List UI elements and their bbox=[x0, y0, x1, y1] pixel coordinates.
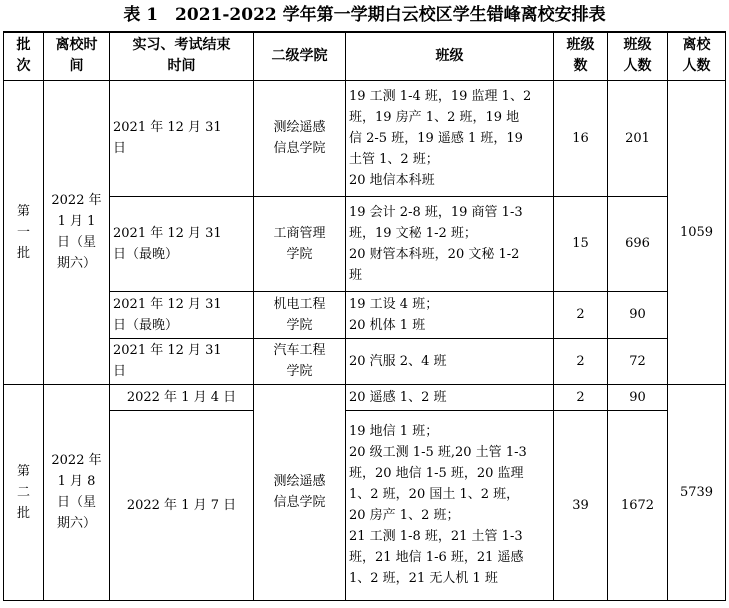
classes-cell: 19 工测 1-4 班，19 监理 1、2 班，19 房产 1、2 班，19 地 信 2-5 班，19 遥感 1 班，19 土管 1、2 班； 20 地信本科班 bbox=[346, 80, 554, 196]
schedule-table bbox=[3, 31, 726, 601]
classes-cell: 20 汽服 2、4 班 bbox=[346, 338, 554, 384]
header-college: 二级学院 bbox=[254, 32, 346, 80]
college-cell: 测绘遥感 信息学院 bbox=[254, 80, 346, 196]
leave-count-cell: 1059 bbox=[668, 80, 726, 384]
end-time-cell: 2022 年 1 月 4 日 bbox=[110, 384, 254, 410]
student-count-cell: 72 bbox=[608, 338, 668, 384]
table-row bbox=[4, 291, 726, 338]
batch-label: 第 一 批 bbox=[4, 80, 44, 384]
class-count-cell: 2 bbox=[554, 291, 608, 338]
college-cell: 测绘遥感 信息学院 bbox=[254, 384, 346, 600]
student-count-cell: 696 bbox=[608, 196, 668, 291]
header-classes: 班级 bbox=[346, 32, 554, 80]
table-row bbox=[4, 80, 726, 196]
classes-cell: 19 地信 1 班； 20 级工测 1-5 班,20 土管 1-3 班，20 地信 1-5 班，20 监理 1、2 班，20 国土 1、2 班， 20 房产 1、2 班； 21 工测 1-8 班，21 土管 1-3 班，21 地信 1-6 班，21 遥感 1、2 班，21 无人机 1 班 bbox=[346, 410, 554, 600]
classes-cell: 20 遥感 1、2 班 bbox=[346, 384, 554, 410]
class-count-cell: 39 bbox=[554, 410, 608, 600]
header-batch: 批 次 bbox=[4, 32, 44, 80]
table-title: 表 1 2021-2022 学年第一学期白云校区学生错峰离校安排表 bbox=[123, 5, 606, 25]
table-row bbox=[4, 410, 726, 600]
table-row bbox=[4, 196, 726, 291]
end-time-cell: 2021 年 12 月 31 日（最晚） bbox=[110, 291, 254, 338]
student-count-cell: 90 bbox=[608, 291, 668, 338]
end-time-cell: 2021 年 12 月 31 日（最晚） bbox=[110, 196, 254, 291]
class-count-cell: 2 bbox=[554, 384, 608, 410]
leave-count-cell: 5739 bbox=[668, 384, 726, 600]
header-student-count: 班级 人数 bbox=[608, 32, 668, 80]
header-class-count: 班级 数 bbox=[554, 32, 608, 80]
student-count-cell: 90 bbox=[608, 384, 668, 410]
college-cell: 汽车工程 学院 bbox=[254, 338, 346, 384]
header-leave-time: 离校时 间 bbox=[44, 32, 110, 80]
table-row bbox=[4, 384, 726, 410]
student-count-cell: 1672 bbox=[608, 410, 668, 600]
end-time-cell: 2022 年 1 月 7 日 bbox=[110, 410, 254, 600]
college-cell: 工商管理 学院 bbox=[254, 196, 346, 291]
classes-cell: 19 工设 4 班； 20 机体 1 班 bbox=[346, 291, 554, 338]
class-count-cell: 15 bbox=[554, 196, 608, 291]
class-count-cell: 2 bbox=[554, 338, 608, 384]
batch-label: 第 二 批 bbox=[4, 384, 44, 600]
end-time-cell: 2021 年 12 月 31 日 bbox=[110, 80, 254, 196]
college-cell: 机电工程 学院 bbox=[254, 291, 346, 338]
header-leave-count: 离校 人数 bbox=[668, 32, 726, 80]
class-count-cell: 16 bbox=[554, 80, 608, 196]
leave-time-cell: 2022 年 1 月 1 日（星 期六） bbox=[44, 80, 110, 384]
leave-time-cell: 2022 年 1 月 8 日（星 期六） bbox=[44, 384, 110, 600]
end-time-cell: 2021 年 12 月 31 日 bbox=[110, 338, 254, 384]
student-count-cell: 201 bbox=[608, 80, 668, 196]
header-row bbox=[4, 32, 726, 80]
header-end-time: 实习、考试结束 时间 bbox=[110, 32, 254, 80]
table-row bbox=[4, 338, 726, 384]
classes-cell: 19 会计 2-8 班，19 商管 1-3 班，19 文秘 1-2 班； 20 财管本科班，20 文秘 1-2 班 bbox=[346, 196, 554, 291]
